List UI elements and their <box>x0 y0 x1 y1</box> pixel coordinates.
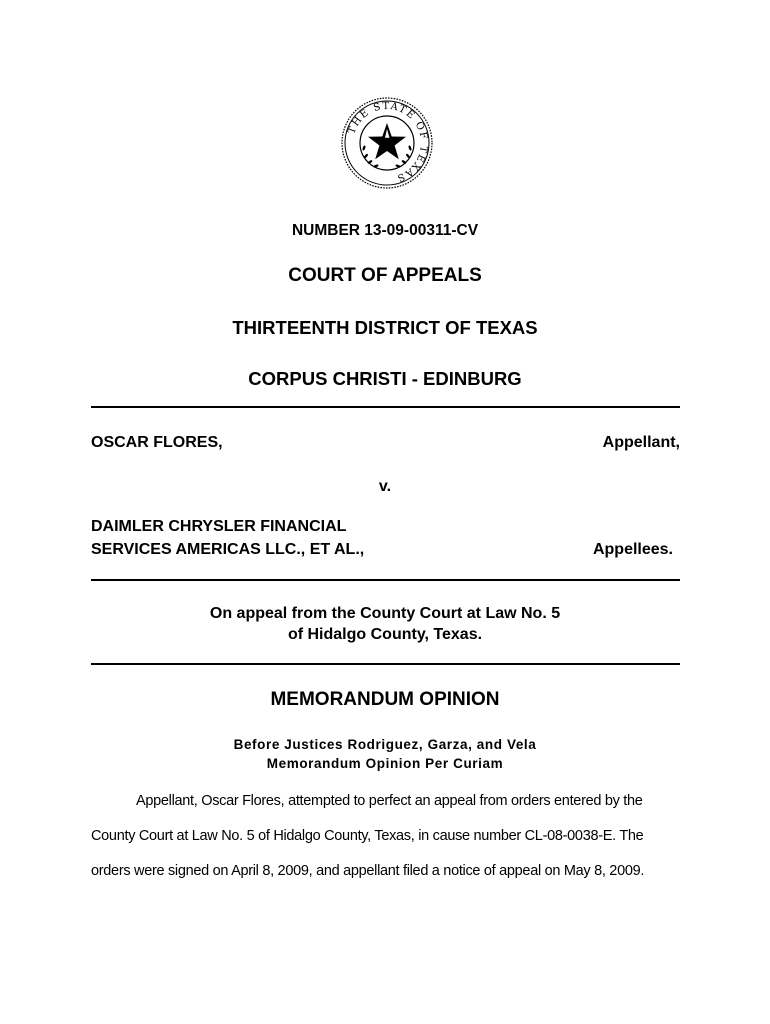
appeal-origin-line1: On appeal from the County Court at Law No. 5 <box>209 605 561 622</box>
district-name: THIRTEENTH DISTRICT OF TEXAS <box>232 317 538 338</box>
appellee-name-line2: SERVICES AMERICAS LLC., ET AL., <box>91 541 365 558</box>
appellant-role: Appellant, <box>602 434 680 451</box>
opinion-title: MEMORANDUM OPINION <box>270 689 500 710</box>
appeal-origin-line2: of Hidalgo County, Texas. <box>287 626 483 643</box>
justices-line: Before Justices Rodriguez, Garza, and Vela <box>233 737 537 752</box>
case-number: NUMBER 13-09-00311-CV <box>291 222 479 239</box>
body-paragraph-line3: orders were signed on April 8, 2009, and appellant filed a notice of appeal on May 8, 2009. <box>91 863 645 879</box>
divider-rule-1 <box>91 406 680 408</box>
seal-text: THE STATE OF TEXAS <box>346 100 430 184</box>
texas-state-seal-icon <box>340 96 434 190</box>
court-name: COURT OF APPEALS <box>288 265 482 286</box>
appellee-role: Appellees. <box>592 541 673 558</box>
divider-rule-2 <box>91 579 680 581</box>
versus-label: v. <box>378 478 392 495</box>
body-paragraph-line1: Appellant, Oscar Flores, attempted to perfect an appeal from orders entered by the <box>136 793 643 809</box>
appellee-name-line1: DAIMLER CHRYSLER FINANCIAL <box>91 518 347 535</box>
appellant-name: OSCAR FLORES, <box>91 434 223 451</box>
body-paragraph-line2: County Court at Law No. 5 of Hidalgo County, Texas, in cause number CL-08-0038-E. The <box>91 828 644 844</box>
per-curiam-line: Memorandum Opinion Per Curiam <box>266 756 504 771</box>
divider-rule-3 <box>91 663 680 665</box>
court-location: CORPUS CHRISTI - EDINBURG <box>248 368 522 389</box>
